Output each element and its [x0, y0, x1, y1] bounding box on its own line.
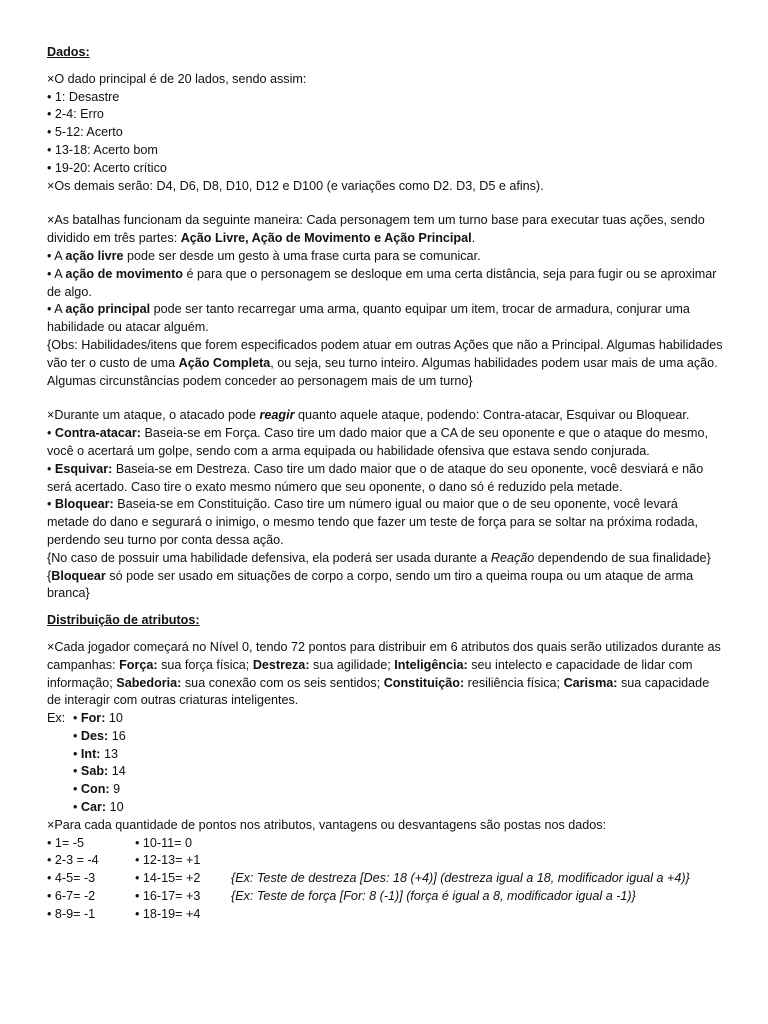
table-cell [223, 835, 690, 853]
list-item: • Int: 13 [73, 746, 119, 761]
example-list [73, 710, 126, 817]
list-item: • For: 10 [73, 711, 123, 726]
list-item: • 5-12: Acerto [47, 125, 123, 140]
list-item: • Con: 9 [73, 782, 121, 797]
list-item: • 13-18: Acerto bom [47, 142, 158, 157]
table-cell: • 4-5= -3 [47, 871, 96, 886]
dados-intro: ×O dado principal é de 20 lados, sendo assim: [47, 71, 307, 86]
other-dice-text: ×Os demais serão: D4, D6, D8, D10, D12 e D100 (e variações como D2. D3, D5 e afins). [47, 178, 544, 193]
list-item: • Des: 16 [73, 728, 126, 743]
table-cell: • 1= -5 [47, 835, 84, 850]
table-row [47, 906, 690, 924]
main-action-item: • A ação principal pode ser tanto recarregar uma arma, quanto equipar um item, trocar de armadura, conjurar uma habilidade ou atacar alguém. [47, 302, 690, 335]
table-cell [223, 906, 690, 924]
table-cell: • 12-13= +1 [135, 853, 201, 868]
counter-attack-item: • Contra-atacar: Baseia-se em Força. Caso tire um dado maior que a CA de seu oponente e que o ataque do mesmo, você o acertará um golpe, sendo com a arma equipada ou habilidade ofensiva que estava sendo conjurada. [47, 426, 709, 458]
attributes-intro: ×Cada jogador começará no Nível 0, tendo 72 pontos para distribuir em 6 atributos dos quais serão utilizados durante as campanhas: Força: sua força física; Destreza: sua agilidade; Inteligência: seu intelecto e capacidade de lidar com informação; Sabedoria: sua conexão com os seis sentidos; Constituição: resiliência física; Carisma: sua capacidade de interagir com outras criaturas inteligentes. [47, 639, 721, 708]
move-action-item: • A ação de movimento é para que o personagem se desloque em uma certa distância, seja para fugir ou se aproximar de algo. [47, 266, 717, 299]
table-cell: • 18-19= +4 [135, 906, 201, 921]
table-row [47, 870, 690, 888]
attack-intro: ×Durante um ataque, o atacado pode reagir quanto aquele ataque, podendo: Contra-atacar, Esquivar ou Bloquear. [47, 408, 690, 423]
table-cell: {Ex: Teste de força [For: 8 (-1)] (força é igual a 8, modificador igual a -1)} [231, 889, 636, 904]
example-label: Ex: [47, 711, 66, 726]
section-heading-dados: Dados: [47, 45, 90, 59]
section-heading-atributos: Distribuição de atributos: [47, 613, 200, 628]
battle-obs-note: {Obs: Habilidades/itens que forem especificados podem atuar em outras Ações que não a Principal. Algumas habilidades vão ter o custo de uma Ação Completa, ou seja, seu turno inteiro. Algumas habilidades podem usar mais de uma ação. Algumas circunstâncias podem conceder ao personagem mais de um turno} [47, 337, 723, 388]
table-cell: • 8-9= -1 [47, 906, 96, 921]
table-row [47, 852, 690, 870]
list-item: • 19-20: Acerto crítico [47, 160, 167, 175]
block-melee-note: {Bloquear só pode ser usado em situações de corpo a corpo, sendo um tiro a queima roupa ou um ataque de arma branca} [47, 568, 694, 601]
table-cell: • 16-17= +3 [135, 889, 201, 904]
defensive-skill-note: {No caso de possuir uma habilidade defensiva, ela poderá ser usada durante a Reação dependendo de sua finalidade} [47, 550, 711, 565]
attribute-example [47, 710, 723, 817]
table-cell: • 10-11= 0 [135, 835, 193, 850]
battle-intro: ×As batalhas funcionam da seguinte maneira: Cada personagem tem um turno base para executar tuas ações, sendo dividido em três partes: Ação Livre, Ação de Movimento e Ação Principal. [47, 213, 705, 246]
modifiers-intro: ×Para cada quantidade de pontos nos atributos, vantagens ou desvantagens são postas nos dados: [47, 817, 607, 832]
free-action-item: • A ação livre pode ser desde um gesto à uma frase curta para se comunicar. [47, 248, 481, 263]
block-item: • Bloquear: Baseia-se em Constituição. Caso tire um número igual ou maior que o de seu oponente, você levará metade do dano e segurará o inimigo, o mesmo tendo que fazer um teste de força para se soltar na próxima rodada, perdendo seu turno por conta dessa ação. [47, 497, 699, 547]
table-cell: • 14-15= +2 [135, 871, 201, 886]
modifier-table [47, 835, 690, 924]
table-cell: • 6-7= -2 [47, 889, 96, 904]
table-cell [223, 852, 690, 870]
table-cell: • 2-3 = -4 [47, 853, 99, 868]
list-item: • Car: 10 [73, 800, 124, 815]
dodge-item: • Esquivar: Baseia-se em Destreza. Caso tire um dado maior que o de ataque do seu oponente, você desviará e não será acertado. Caso tire o exato mesmo número que seu oponente, o dano só é reduzido pela metade. [47, 461, 704, 494]
table-row [47, 888, 690, 906]
document-page [47, 44, 723, 924]
table-cell: {Ex: Teste de destreza [Des: 18 (+4)] (destreza igual a 18, modificador igual a +4)} [231, 871, 690, 886]
list-item: • 2-4: Erro [47, 107, 104, 122]
table-row [47, 835, 690, 853]
list-item: • Sab: 14 [73, 764, 126, 779]
d20-results-list [47, 89, 723, 178]
list-item: • 1: Desastre [47, 89, 120, 104]
